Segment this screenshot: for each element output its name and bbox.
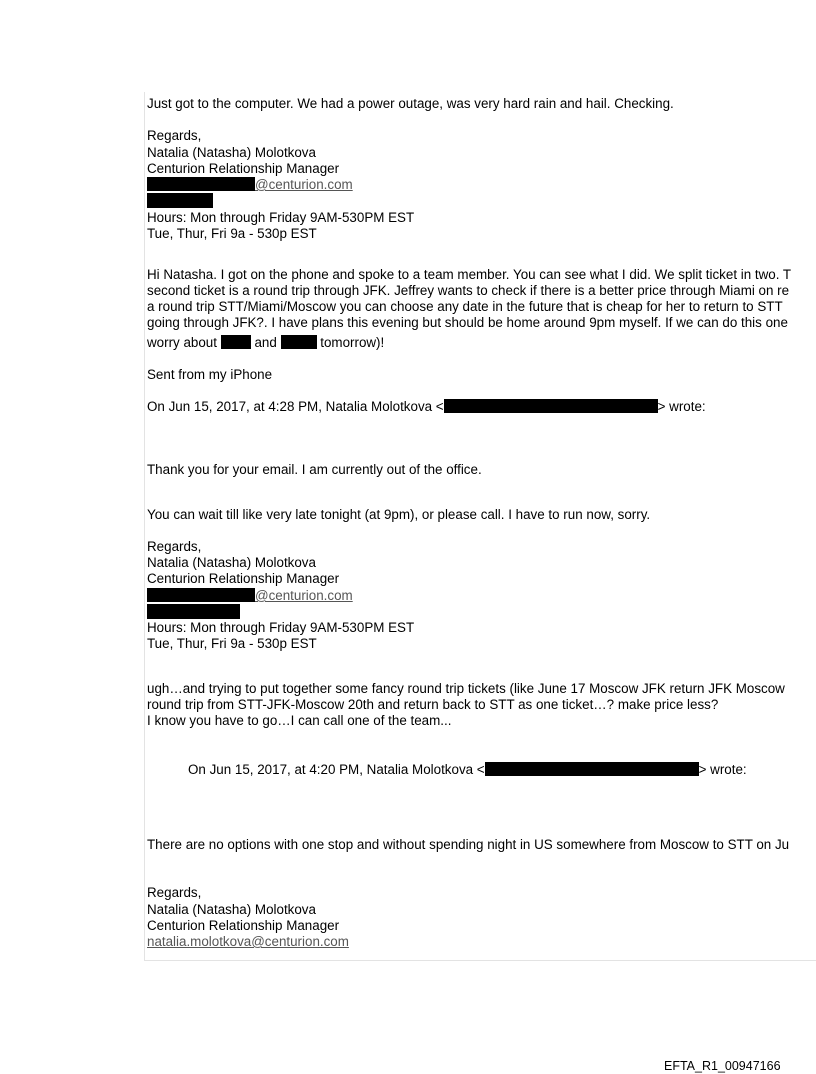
intro-line: Just got to the computer. We had a power outage, was very hard rain and hail. Checking.: [147, 96, 674, 111]
document-id: EFTA_R1_00947166: [664, 1059, 781, 1073]
regards-label: Regards,: [147, 885, 202, 900]
redaction-box: [147, 588, 255, 602]
redaction-box: [444, 399, 658, 413]
reply-text: worry about: [147, 335, 217, 350]
reply-last-line: [147, 335, 384, 351]
reply-line: going through JFK?. I have plans this evening but should be home around 9pm myself. If we can do this one: [147, 315, 788, 330]
regards-label: Regards,: [147, 128, 202, 143]
sender-name: Natalia (Natasha) Molotkova: [147, 145, 316, 160]
sender-email-line: [147, 588, 353, 604]
sender-email-line: [147, 177, 353, 193]
wait-line: You can wait till like very late tonight (at 9pm), or please call. I have to run now, sorry.: [147, 507, 651, 522]
hours-line-1: Hours: Mon through Friday 9AM-530PM EST: [147, 210, 415, 225]
quote-header-text: > wrote:: [657, 399, 706, 414]
message-line: There are no options with one stop and without spending night in US somewhere from Moscow to STT on Ju: [147, 837, 790, 852]
redaction-box: [221, 335, 251, 349]
hours-line-1: Hours: Mon through Friday 9AM-530PM EST: [147, 620, 415, 635]
message-line: ugh…and trying to put together some fancy round trip tickets (like June 17 Moscow JFK return JFK Moscow: [147, 681, 785, 696]
redaction-box: [281, 335, 317, 349]
sender-name: Natalia (Natasha) Molotkova: [147, 555, 316, 570]
hours-line-2: Tue, Thur, Fri 9a - 530p EST: [147, 226, 317, 241]
reply-line: Hi Natasha. I got on the phone and spoke to a team member. You can see what I did. We split ticket in two. T: [147, 267, 792, 282]
quote-header-1: [147, 399, 706, 415]
reply-line: a round trip STT/Miami/Moscow you can choose any date in the future that is cheap for her to return to STT: [147, 299, 783, 314]
quote-header-2: [188, 762, 747, 778]
reply-text: and: [254, 335, 277, 350]
redaction-box: [485, 762, 699, 776]
sender-email-link[interactable]: natalia.molotkova@centurion.com: [147, 934, 349, 949]
quote-header-text: > wrote:: [698, 762, 747, 777]
sender-email-link[interactable]: @centurion.com: [255, 588, 353, 603]
message-line: round trip from STT-JFK-Moscow 20th and return back to STT as one ticket…? make price less?: [147, 697, 719, 712]
iphone-signature: Sent from my iPhone: [147, 367, 273, 382]
sender-name: Natalia (Natasha) Molotkova: [147, 902, 316, 917]
sender-title: Centurion Relationship Manager: [147, 918, 340, 933]
quote-header-text: On Jun 15, 2017, at 4:20 PM, Natalia Molotkova <: [188, 762, 485, 777]
redaction-box: [147, 193, 213, 208]
out-of-office-line: Thank you for your email. I am currently out of the office.: [147, 462, 482, 477]
reply-text: tomorrow)!: [320, 335, 385, 350]
quote-header-text: On Jun 15, 2017, at 4:28 PM, Natalia Molotkova <: [147, 399, 444, 414]
reply-line: second ticket is a round trip through JFK. Jeffrey wants to check if there is a better price through Miami on re: [147, 283, 790, 298]
sender-title: Centurion Relationship Manager: [147, 571, 340, 586]
regards-label: Regards,: [147, 539, 202, 554]
redaction-box: [147, 604, 240, 619]
hours-line-2: Tue, Thur, Fri 9a - 530p EST: [147, 636, 317, 651]
sender-email-link[interactable]: @centurion.com: [255, 177, 353, 192]
message-line: I know you have to go…I can call one of the team...: [147, 713, 452, 728]
redaction-box: [147, 177, 255, 191]
sender-title: Centurion Relationship Manager: [147, 161, 340, 176]
